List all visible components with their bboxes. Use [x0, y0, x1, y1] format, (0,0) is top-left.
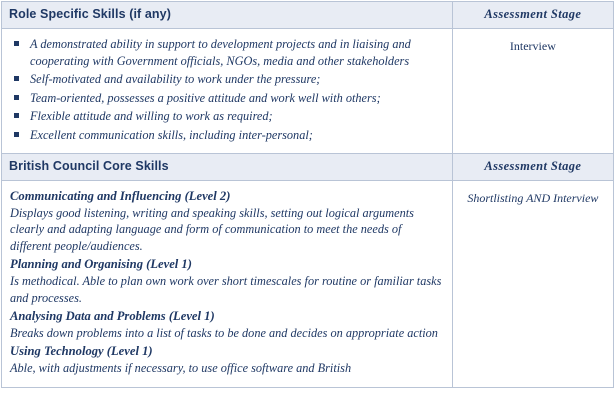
skills-table: [1, 1, 614, 388]
role-specific-stage-header-cell: [452, 2, 613, 29]
skill-title: Communicating and Influencing (Level 2): [10, 189, 231, 203]
list-item-text: A demonstrated ability in support to development projects and in liaising and cooperating with Government officials, NGOs, media and other stakeholders: [30, 37, 411, 68]
list-item-text: Flexible attitude and willing to work as required;: [30, 109, 273, 123]
assessment-stage-label-1: Assessment Stage: [484, 7, 582, 21]
bullet-square-icon: [14, 132, 19, 137]
table-row-core-skills-body: [2, 181, 614, 388]
bullet-square-icon: [14, 113, 19, 118]
skill-description: Displays good listening, writing and speaking skills, setting out logical arguments clearly and adapting language and form of communication to meet the needs of different people/audiences.: [10, 206, 414, 253]
list-item: [10, 108, 444, 125]
list-item-text: Team-oriented, possesses a positive attitude and work well with others;: [30, 90, 381, 105]
assessment-stage-value-1: Interview: [509, 39, 556, 53]
skill-title: Planning and Organising (Level 1): [10, 257, 192, 272]
skill-description: Is methodical. Able to plan own work over short timescales for routine or familiar tasks and processes.: [10, 274, 442, 305]
role-specific-header-cell: [2, 2, 453, 29]
list-item: [10, 90, 444, 107]
list-item: [10, 71, 444, 88]
core-skills-body-cell: [2, 181, 453, 388]
skill-description: Able, with adjustments if necessary, to use office software and British: [10, 361, 352, 376]
assessment-stage-label-2: Assessment Stage: [484, 159, 582, 173]
skill-block: [10, 308, 444, 341]
list-item: [10, 127, 444, 144]
core-skills-title: British Council Core Skills: [9, 159, 169, 173]
role-specific-title: Role Specific Skills (if any): [9, 7, 171, 21]
skill-description: Breaks down problems into a list of tasks to be done and decides on appropriate action: [10, 326, 438, 341]
skill-title: Analysing Data and Problems (Level 1): [10, 309, 215, 324]
core-skills-header-cell: [2, 154, 453, 181]
skill-title: Using Technology (Level 1): [10, 344, 153, 359]
table-row-header-core-skills: [2, 154, 614, 181]
table-row-role-specific-body: [2, 29, 614, 154]
list-item: [10, 36, 444, 69]
skill-block: [10, 343, 444, 376]
table-row-header-role-specific: [2, 2, 614, 29]
core-skills-stage-header-cell: [452, 154, 613, 181]
bullet-square-icon: [14, 95, 19, 100]
list-item-text: Excellent communication skills, including inter-personal;: [30, 127, 313, 142]
core-skills-stage-cell: [452, 181, 613, 388]
skill-block: [10, 256, 444, 306]
role-specific-stage-cell: [452, 29, 613, 154]
bullet-square-icon: [14, 41, 19, 46]
role-specific-body-cell: [2, 29, 453, 154]
bullet-square-icon: [14, 76, 19, 81]
document-page: [0, 1, 615, 401]
list-item-text: Self-motivated and availability to work under the pressure;: [30, 72, 321, 86]
assessment-stage-value-2: Shortlisting AND Interview: [467, 191, 599, 205]
role-specific-bullet-list: [10, 36, 444, 143]
skill-block: [10, 188, 444, 254]
